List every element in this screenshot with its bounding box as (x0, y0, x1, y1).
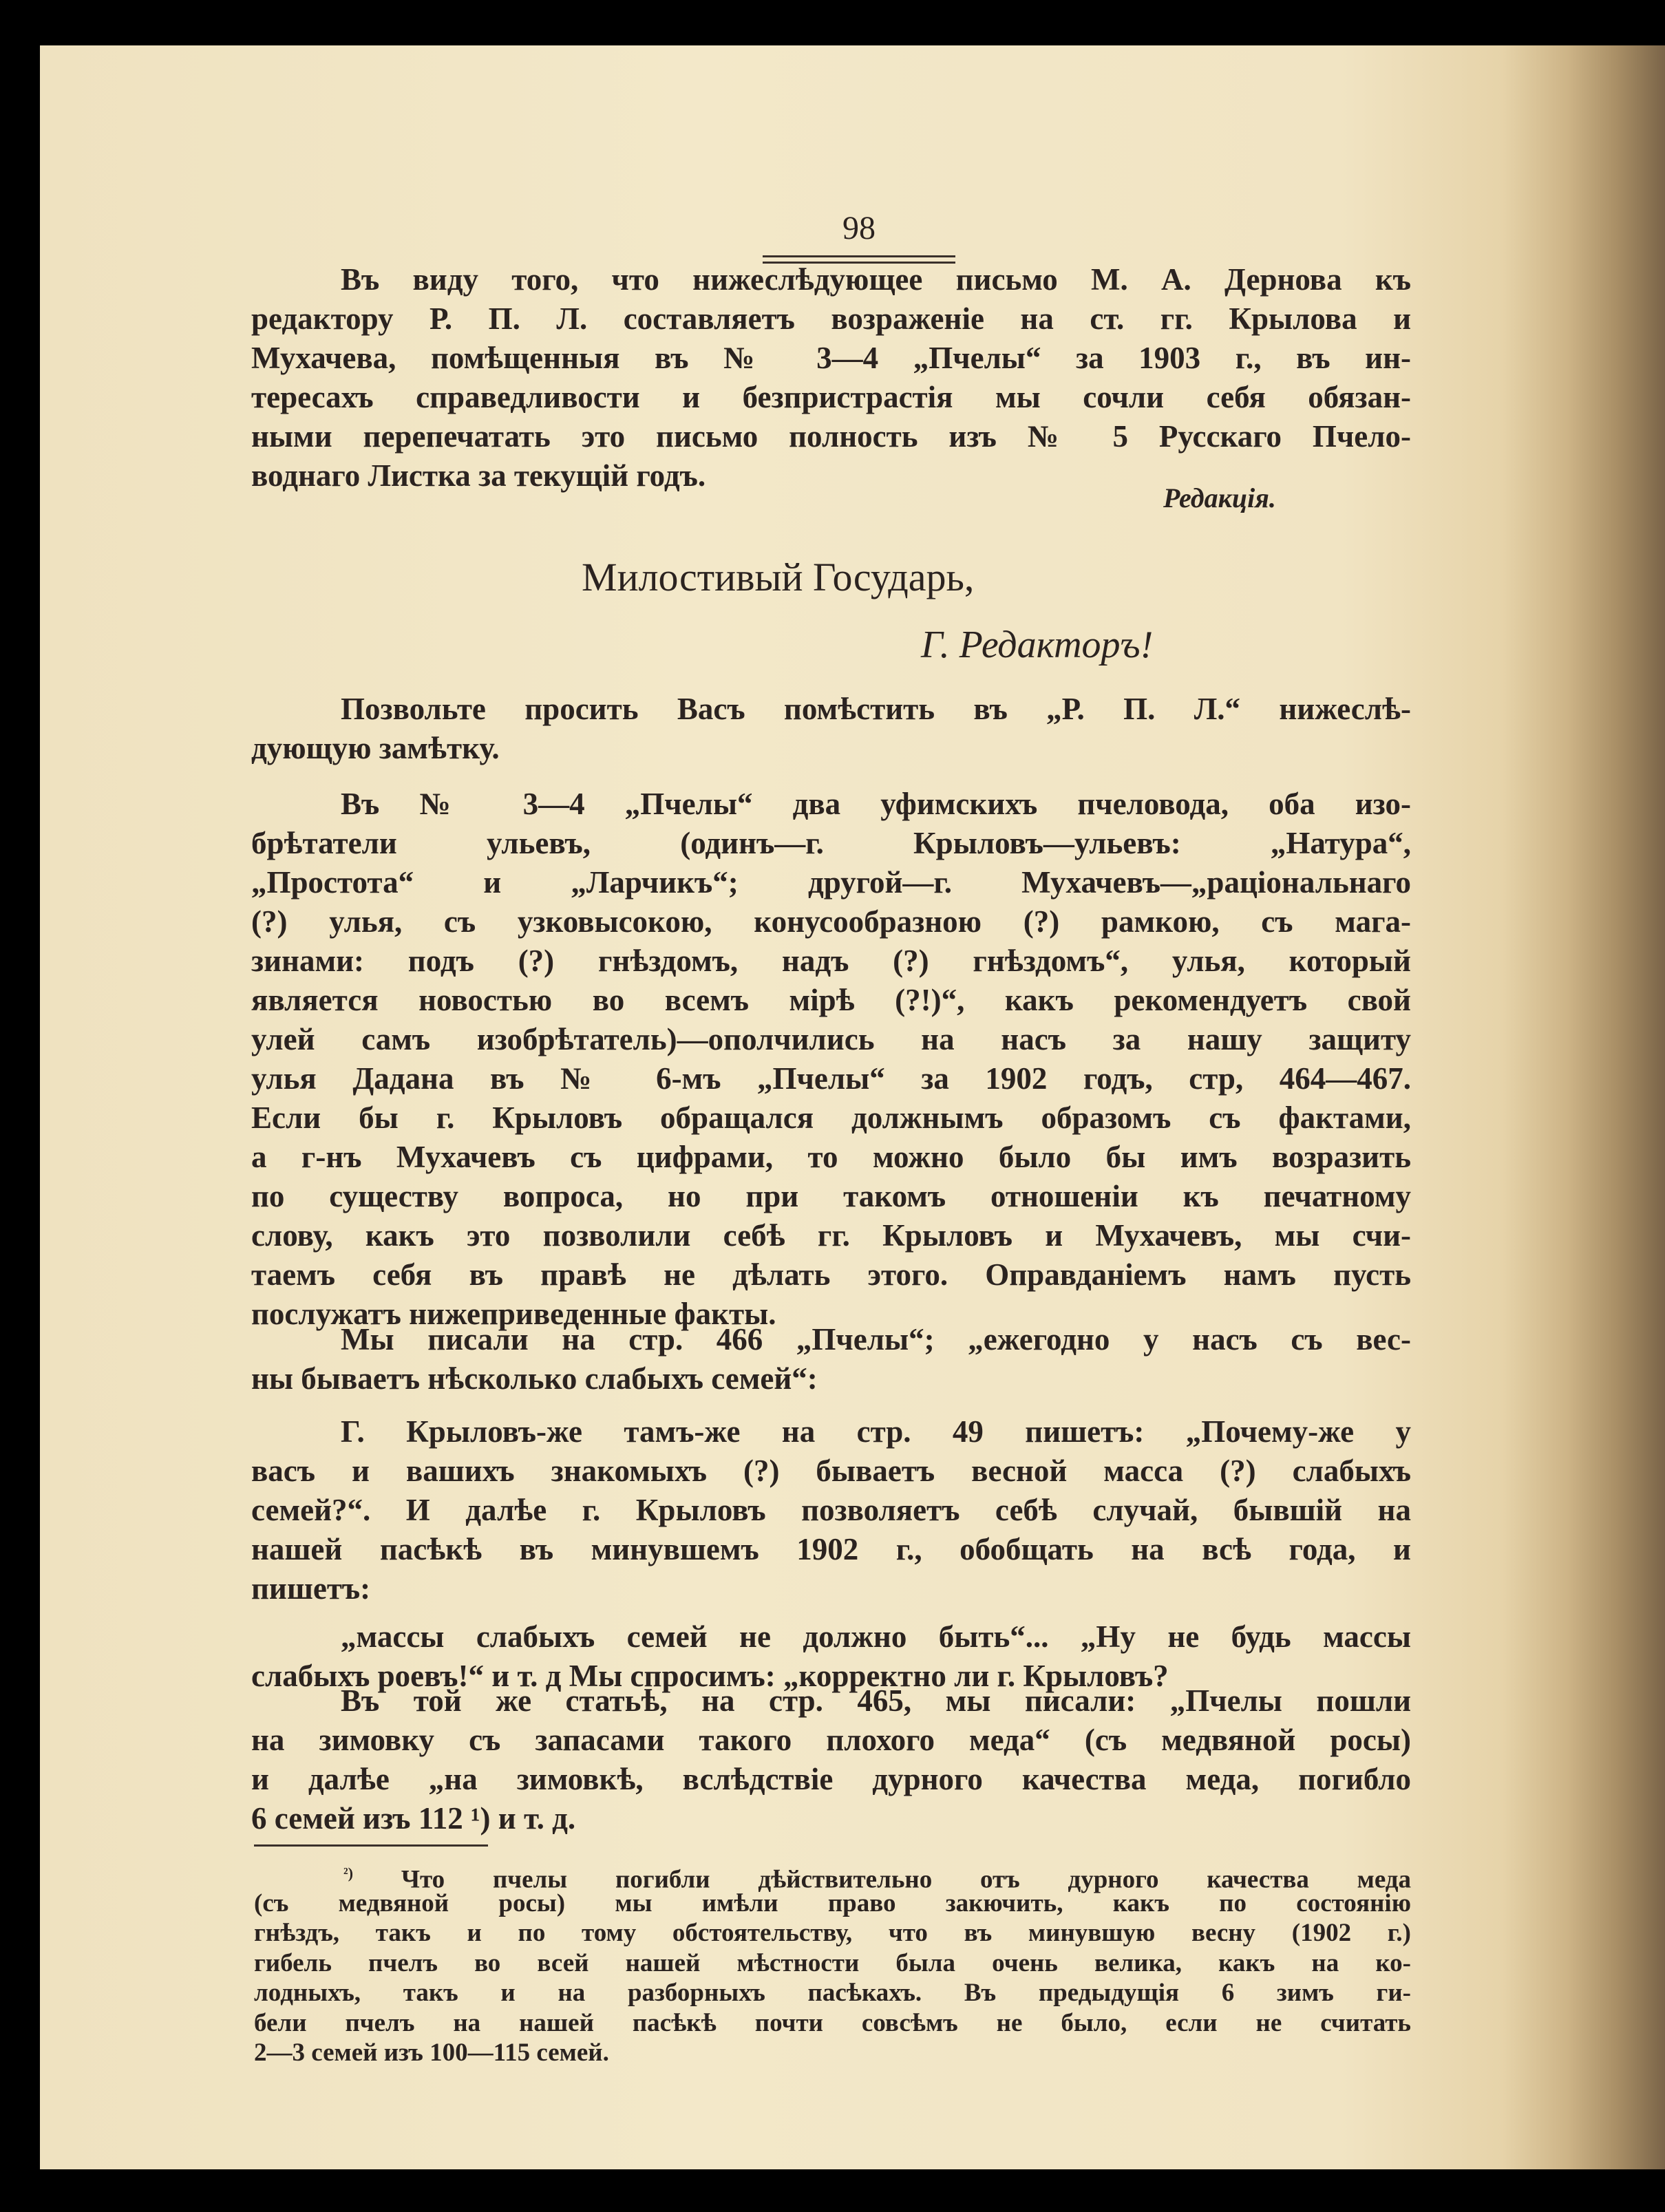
text-line: семей?“. И далѣе г. Крыловъ позволяетъ себѣ случай, бывшій на (251, 1493, 1411, 1527)
text-line: является новостью во всемъ мірѣ (?!)“, какъ рекомендуетъ свой (251, 983, 1411, 1017)
text-line: Мухачева, помѣщенныя въ № 3—4 „Пчелы“ за 1903 г., въ ин- (251, 341, 1411, 375)
text-line: зинами: подъ (?) гнѣздомъ, надъ (?) гнѣздомъ“, улья, который (251, 944, 1411, 978)
text-line: гибель пчелъ во всей нашей мѣстности была очень велика, какъ на ко- (254, 1948, 1411, 1977)
text-line: брѣтатели ульевъ, (одинъ—г. Крыловъ—ульевъ: „Натура“, (251, 826, 1411, 860)
text-line: пишетъ: (251, 1571, 371, 1606)
text-line: по существу вопроса, но при такомъ отношеніи къ печатному (251, 1179, 1411, 1213)
text-line: а г-нъ Мухачевъ съ цифрами, то можно было бы имъ возразить (251, 1140, 1411, 1174)
text-line: и далѣе „на зимовкѣ, вслѣдствіе дурного качества меда, погибло (251, 1762, 1411, 1796)
text-line: Мы писали на стр. 466 „Пчелы“; „ежегодно у насъ съ вес- (341, 1322, 1411, 1357)
text-line: лодныхъ, такъ и на разборныхъ пасѣкахъ. Въ предыдущія 6 зимъ ги- (254, 1979, 1411, 2007)
text-line: слабыхъ роевъ!“ и т. д Мы спросимъ: „корректно ли г. Крыловъ? (251, 1659, 1169, 1693)
text-line: нашей пасѣкѣ въ минувшемъ 1902 г., обобщать на всѣ года, и (251, 1532, 1411, 1566)
text-line: таемъ себя въ правѣ не дѣлать этого. Оправданіемъ намъ пусть (251, 1257, 1411, 1292)
text-line: (?) улья, съ узковысокою, конусообразною (?) рамкою, съ мага- (251, 904, 1411, 939)
letter-paragraph (251, 785, 1411, 1334)
text-line: бели пчелъ на нашей пасѣкѣ почти совсѣмъ не было, если не считать (254, 2008, 1411, 2037)
text-line: васъ и вашихъ знакомыхъ (?) бываетъ весной масса (?) слабыхъ (251, 1454, 1411, 1488)
letter-paragraph (251, 1681, 1411, 1838)
letter-paragraph (251, 1320, 1411, 1399)
text-line: Въ № 3—4 „Пчелы“ два уфимскихъ пчеловода, оба изо- (341, 787, 1411, 821)
letter-paragraph (251, 690, 1411, 768)
text-line: Если бы г. Крыловъ обращался должнымъ образомъ съ фактами, (251, 1100, 1411, 1135)
text-line: Въ той же статьѣ, на стр. 465, мы писали: „Пчелы пошли (341, 1683, 1411, 1718)
text-line: слову, какъ это позволили себѣ гг. Крыловъ и Мухачевъ, мы счи- (251, 1218, 1411, 1253)
text-line: воднаго Листка за текущій годъ. (251, 458, 706, 493)
text-line: 2—3 семей изъ 100—115 семей. (254, 2039, 609, 2067)
text-line: Г. Крыловъ-же тамъ-же на стр. 49 пишетъ: „Почему-же у (341, 1414, 1411, 1449)
page-number: 98 (842, 210, 876, 246)
editorial-signature: Редакція. (1163, 482, 1276, 513)
footnote-rule (254, 1844, 488, 1847)
text-line: (съ медвяной росы) мы имѣли право закючить, какъ по состоянію (254, 1889, 1411, 1917)
editorial-note (251, 260, 1411, 496)
footnote-marker: ²) (343, 1864, 354, 1882)
text-line: улей самъ изобрѣтатель)—ополчились на насъ за нашу защиту (251, 1022, 1411, 1056)
text-line: дующую замѣтку. (251, 731, 500, 765)
text-line: 6 семей изъ 112 ¹) и т. д. (251, 1801, 576, 1836)
letter-addressee: Г. Редакторъ! (921, 624, 1154, 666)
text-line: редактору Р. П. Л. составляетъ возраженіе на ст. гг. Крылова и (251, 301, 1411, 336)
footnote-text: Что пчелы погибли дѣйствительно отъ дурного качества меда (401, 1865, 1412, 1894)
text-line: „массы слабыхъ семей не должно быть“... „Ну не будь массы (341, 1619, 1411, 1654)
letter-paragraph (251, 1412, 1411, 1608)
text-line: Позвольте просить Васъ помѣстить въ „Р. П. Л.“ нижеслѣ- (341, 692, 1411, 726)
text-line: ными перепечатать это письмо полность изъ № 5 Русскаго Пчело- (251, 419, 1411, 454)
text-line: тересахъ справедливости и безпристрастія мы сочли себя обязан- (251, 380, 1411, 414)
text-line: послужатъ нижеприведенные факты. (251, 1297, 776, 1331)
text-line: на зимовку съ запасами такого плохого меда“ (съ медвяной росы) (251, 1723, 1411, 1757)
letter-salutation: Милостивый Государь, (582, 555, 975, 599)
footnote (254, 1858, 1411, 2068)
header-rule (763, 255, 955, 257)
text-line: ны бываетъ нѣсколько слабыхъ семей“: (251, 1361, 818, 1396)
text-line: Въ виду того, что нижеслѣдующее письмо М. А. Дернова къ (341, 262, 1411, 297)
text-line: „Простота“ и „Ларчикъ“; другой—г. Мухачевъ—„раціональнаго (251, 865, 1411, 900)
text-line: улья Дадана въ № 6-мъ „Пчелы“ за 1902 годъ, стр, 464—467. (251, 1061, 1411, 1096)
text-line (254, 1858, 1412, 1894)
text-line: гнѣздъ, такъ и по тому обстоятельству, что въ минувшую весну (1902 г.) (254, 1919, 1411, 1947)
